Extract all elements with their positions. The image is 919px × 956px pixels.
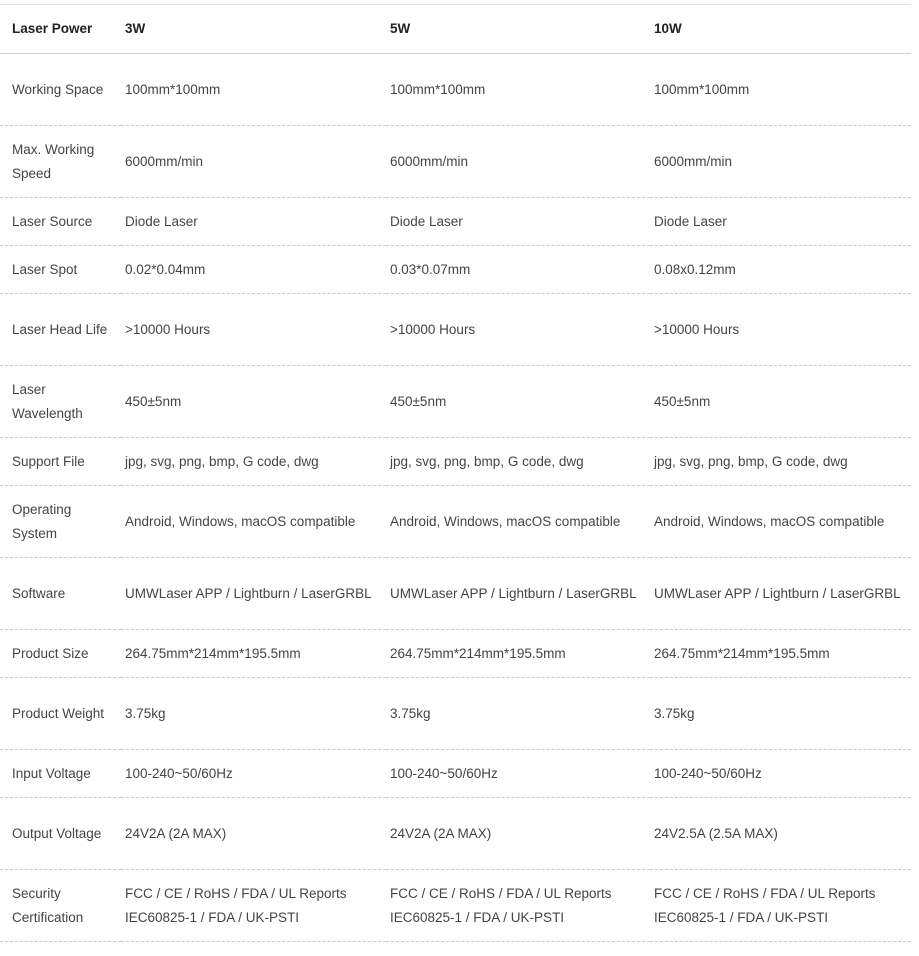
table-header: [0, 5, 911, 54]
cell-10w: 0.08x0.12mm: [650, 246, 911, 294]
table-row: [0, 198, 911, 246]
cell-5w: 450±5nm: [386, 366, 650, 438]
table-row: [0, 438, 911, 486]
header-col-5w: 5W: [386, 5, 650, 54]
table-row: [0, 126, 911, 198]
cell-3w: 0.02*0.04mm: [121, 246, 386, 294]
cell-3w: 100-240~50/60Hz: [121, 750, 386, 798]
cell-10w: 264.75mm*214mm*195.5mm: [650, 630, 911, 678]
row-label: Support File: [0, 438, 121, 486]
cell-3w: >10000 Hours: [121, 294, 386, 366]
row-label: Max. Working Speed: [0, 126, 121, 198]
cell-3w: FCC / CE / RoHS / FDA / UL Reports IEC60825-1 / FDA / UK-PSTI: [121, 870, 386, 942]
cell-10w: 24V2.5A (2.5A MAX): [650, 798, 911, 870]
header-col-10w: 10W: [650, 5, 911, 54]
cell-3w: 6000mm/min: [121, 126, 386, 198]
row-label: Software: [0, 558, 121, 630]
cell-10w: 100-240~50/60Hz: [650, 750, 911, 798]
cell-5w: 100mm*100mm: [386, 54, 650, 126]
row-label: Product Weight: [0, 678, 121, 750]
cell-5w: >10000 Hours: [386, 294, 650, 366]
cell-3w: jpg, svg, png, bmp, G code, dwg: [121, 438, 386, 486]
cell-5w: 264.75mm*214mm*195.5mm: [386, 630, 650, 678]
table-row: [0, 558, 911, 630]
cell-5w: Diode Laser: [386, 198, 650, 246]
cell-10w: >10000 Hours: [650, 294, 911, 366]
cell-3w: UMWLaser APP / Lightburn / LaserGRBL: [121, 558, 386, 630]
cell-5w: 3.75kg: [386, 678, 650, 750]
table-row: [0, 294, 911, 366]
table-body: [0, 54, 911, 942]
cell-3w: 100mm*100mm: [121, 54, 386, 126]
cell-10w: 3.75kg: [650, 678, 911, 750]
table-row: [0, 630, 911, 678]
cell-10w: 6000mm/min: [650, 126, 911, 198]
table-row: [0, 750, 911, 798]
cell-5w: UMWLaser APP / Lightburn / LaserGRBL: [386, 558, 650, 630]
row-label: Product Size: [0, 630, 121, 678]
cell-10w: 450±5nm: [650, 366, 911, 438]
cell-10w: Android, Windows, macOS compatible: [650, 486, 911, 558]
spec-table: [0, 4, 911, 942]
row-label: Operating System: [0, 486, 121, 558]
table-row: [0, 54, 911, 126]
row-label: Working Space: [0, 54, 121, 126]
header-row: [0, 5, 911, 54]
row-label: Output Voltage: [0, 798, 121, 870]
header-label: Laser Power: [0, 5, 121, 54]
table-row: [0, 246, 911, 294]
cell-5w: 6000mm/min: [386, 126, 650, 198]
cell-10w: FCC / CE / RoHS / FDA / UL Reports IEC60825-1 / FDA / UK-PSTI: [650, 870, 911, 942]
row-label: Security Certification: [0, 870, 121, 942]
table-row: [0, 486, 911, 558]
cell-3w: 24V2A (2A MAX): [121, 798, 386, 870]
cell-5w: Android, Windows, macOS compatible: [386, 486, 650, 558]
cell-3w: 450±5nm: [121, 366, 386, 438]
cell-5w: FCC / CE / RoHS / FDA / UL Reports IEC60825-1 / FDA / UK-PSTI: [386, 870, 650, 942]
cell-10w: 100mm*100mm: [650, 54, 911, 126]
table-row: [0, 798, 911, 870]
cell-3w: Android, Windows, macOS compatible: [121, 486, 386, 558]
cell-3w: 264.75mm*214mm*195.5mm: [121, 630, 386, 678]
cell-10w: UMWLaser APP / Lightburn / LaserGRBL: [650, 558, 911, 630]
table-row: [0, 870, 911, 942]
cell-3w: 3.75kg: [121, 678, 386, 750]
table-row: [0, 678, 911, 750]
table-row: [0, 366, 911, 438]
cell-5w: 100-240~50/60Hz: [386, 750, 650, 798]
cell-3w: Diode Laser: [121, 198, 386, 246]
cell-5w: 0.03*0.07mm: [386, 246, 650, 294]
row-label: Laser Source: [0, 198, 121, 246]
row-label: Laser Wavelength: [0, 366, 121, 438]
header-col-3w: 3W: [121, 5, 386, 54]
row-label: Laser Spot: [0, 246, 121, 294]
cell-5w: jpg, svg, png, bmp, G code, dwg: [386, 438, 650, 486]
cell-10w: Diode Laser: [650, 198, 911, 246]
row-label: Input Voltage: [0, 750, 121, 798]
cell-10w: jpg, svg, png, bmp, G code, dwg: [650, 438, 911, 486]
cell-5w: 24V2A (2A MAX): [386, 798, 650, 870]
row-label: Laser Head Life: [0, 294, 121, 366]
